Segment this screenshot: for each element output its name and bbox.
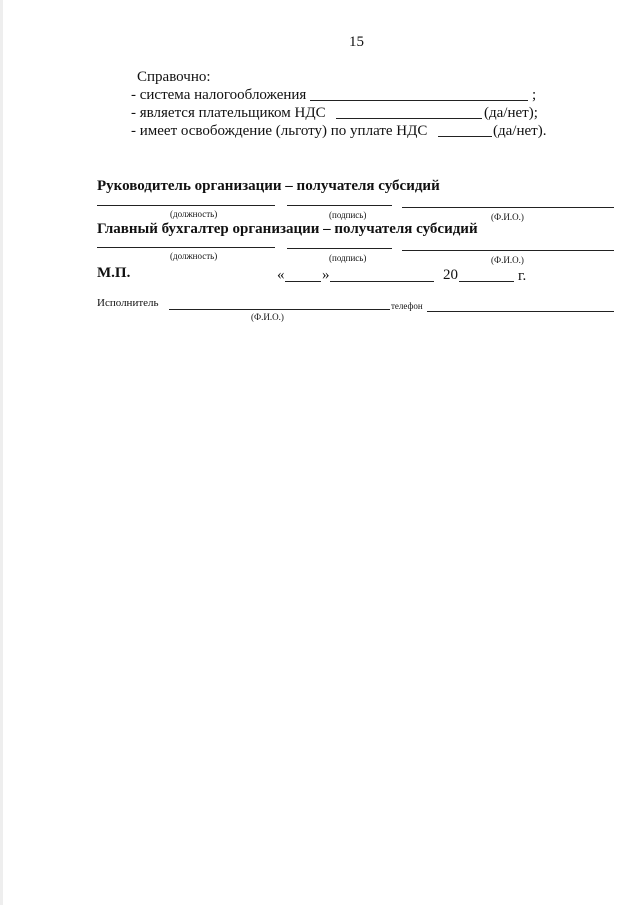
vat-payer-suffix: (да/нет); xyxy=(484,105,538,121)
head-signature-field[interactable] xyxy=(287,205,392,206)
date-year-suffix: г. xyxy=(518,268,527,284)
vat-exempt-field[interactable] xyxy=(438,136,492,137)
vat-exempt-suffix: (да/нет). xyxy=(493,123,547,139)
head-position-field[interactable] xyxy=(97,205,275,206)
executor-name-field[interactable] xyxy=(169,309,390,310)
tax-system-label: - система налогообложения xyxy=(131,87,307,103)
phone-label: телефон xyxy=(391,301,423,311)
date-quote-open: « xyxy=(277,267,285,283)
vat-exempt-label: - имеет освобождение (льготу) по уплате НДС xyxy=(131,123,428,139)
head-title: Руководитель организации – получателя субсидий xyxy=(97,178,440,194)
accountant-signature-field[interactable] xyxy=(287,248,392,249)
phone-field[interactable] xyxy=(427,311,614,312)
head-name-field[interactable] xyxy=(402,207,614,208)
tax-system-end: ; xyxy=(532,87,537,103)
accountant-signature-caption: (подпись) xyxy=(329,253,367,263)
date-quote-close: » xyxy=(322,267,330,283)
scan-edge xyxy=(0,0,3,905)
accountant-position-caption: (должность) xyxy=(170,251,218,261)
tax-system-field[interactable] xyxy=(310,100,528,101)
accountant-name-caption: (Ф.И.О.) xyxy=(491,255,524,265)
date-day-field[interactable] xyxy=(285,281,321,282)
head-signature-caption: (подпись) xyxy=(329,210,367,220)
reference-heading: Справочно: xyxy=(137,69,211,85)
head-name-caption: (Ф.И.О.) xyxy=(491,212,524,222)
accountant-title: Главный бухгалтер организации – получателя субсидий xyxy=(97,221,478,237)
stamp-label: М.П. xyxy=(97,265,131,281)
date-year-prefix: 20 xyxy=(443,267,458,283)
vat-payer-field[interactable] xyxy=(336,118,482,119)
vat-payer-label: - является плательщиком НДС xyxy=(131,105,326,121)
accountant-position-field[interactable] xyxy=(97,247,275,248)
date-year-field[interactable] xyxy=(459,281,514,282)
executor-name-caption: (Ф.И.О.) xyxy=(251,312,284,322)
executor-label: Исполнитель xyxy=(97,297,159,309)
date-month-field[interactable] xyxy=(330,281,434,282)
accountant-name-field[interactable] xyxy=(402,250,614,251)
page-number: 15 xyxy=(349,34,364,50)
head-position-caption: (должность) xyxy=(170,209,218,219)
